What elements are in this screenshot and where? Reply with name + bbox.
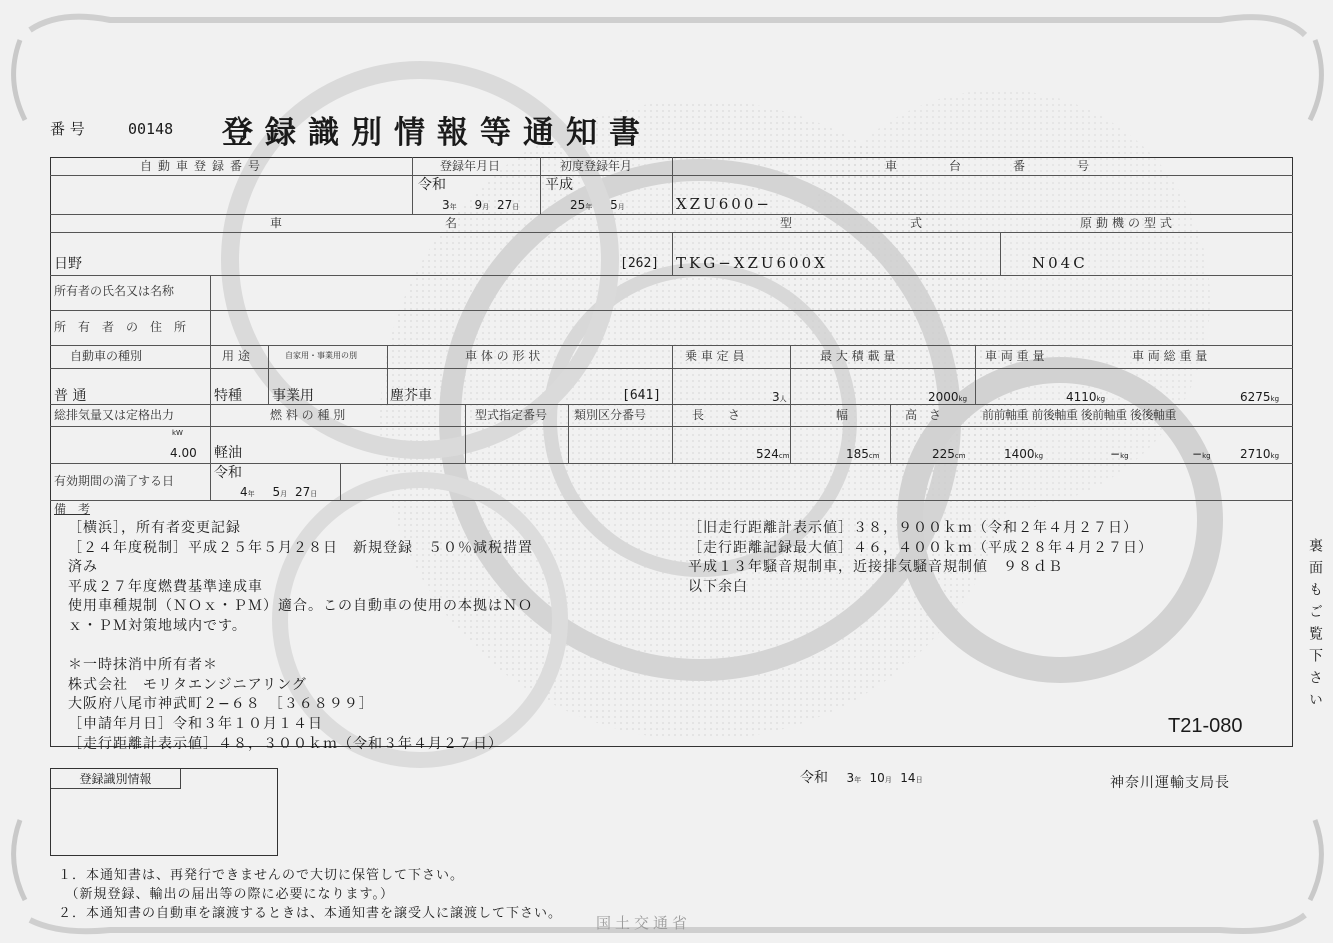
unit-day: 日 — [310, 490, 318, 498]
gross-value — [1240, 391, 1279, 403]
vehicle-kind-value: 普 通 — [54, 388, 87, 404]
length-unit: cm — [778, 452, 790, 460]
vehicle-kind-label: 自動車の種別 — [70, 349, 143, 363]
fuel-label: 燃 料 の 種 別 — [270, 408, 346, 422]
axle4-value — [1240, 448, 1279, 460]
use-value: 特種 — [214, 388, 242, 404]
first-reg-date — [570, 199, 625, 211]
rule — [1000, 232, 1001, 275]
registration-info-label: 登録識別情報 — [51, 769, 181, 789]
expiry-date — [240, 486, 317, 498]
capacity-value — [772, 391, 787, 403]
footer-note-line: ２．本通知書の自動車を譲渡するときは、本通知書を譲受人に譲渡して下さい。 — [58, 906, 563, 921]
footer-notes — [58, 866, 562, 923]
axle2-value — [1110, 448, 1129, 460]
issuer: 神奈川運輸支局長 — [1110, 775, 1230, 791]
engine-label: 原動機の型式 — [1080, 216, 1177, 230]
side-note-text: 裏面もご覧下さい — [1307, 538, 1323, 714]
load-number: 2000 — [928, 390, 959, 404]
owner-address-label: 所 有 者 の 住 所 — [54, 320, 187, 334]
fuel-value: 軽油 — [214, 445, 242, 461]
rule — [50, 275, 1293, 276]
chassis-label: 車 台 番 号 — [885, 159, 1110, 173]
issue-day: 14 — [900, 771, 916, 785]
issue-era: 令和 — [800, 770, 828, 786]
private-label: 自家用・事業用の別 — [285, 351, 357, 360]
rule — [568, 404, 569, 463]
axle3-unit: kg — [1202, 452, 1211, 460]
remark-line: ［２４年度税制］平成２５年５月２８日 新規登録 ５０％減税措置 — [68, 539, 533, 556]
type-spec-label: 型式指定番号 — [475, 408, 548, 422]
remark-line: ［走行距離記録最大値］４６，４００ｋｍ（平成２８年４月２７日） — [688, 539, 1153, 556]
reg-date — [442, 199, 519, 211]
use-label: 用 途 — [222, 349, 250, 363]
remark-line: 以下余白 — [688, 578, 748, 595]
remark-line: 平成１３年騒音規制車，近接排気騒音規制値 ９８ｄＢ — [688, 559, 1063, 576]
remark-line: 平成２７年度燃費基準達成車 — [68, 578, 263, 595]
expiry-label: 有効期間の満了する日 — [54, 474, 175, 488]
remark-line: 使用車種規制（ＮＯｘ・ＰＭ）適合。この自動車の使用の本拠はＮＯ — [68, 598, 533, 615]
gross-number: 6275 — [1240, 390, 1271, 404]
rule — [210, 275, 211, 345]
remark-line: ［旧走行距離計表示値］３８，９００ｋｍ（令和２年４月２７日） — [688, 520, 1138, 536]
number-value: 00148 — [128, 120, 174, 138]
rule — [50, 214, 1293, 215]
width-value — [846, 448, 880, 460]
load-label: 最 大 積 載 量 — [820, 349, 896, 363]
make-label: 車 — [270, 216, 283, 230]
remark-line: 株式会社 モリタエンジニアリング — [68, 676, 307, 693]
capacity-label: 乗 車 定 員 — [685, 349, 745, 363]
height-value — [932, 448, 966, 460]
expiry-era: 令和 — [214, 465, 242, 481]
axle4-number: 2710 — [1240, 447, 1271, 461]
remark-line: 済み — [68, 559, 98, 576]
length-number: 524 — [756, 447, 779, 461]
remarks-left — [68, 519, 533, 754]
load-unit: kg — [958, 395, 968, 403]
reg-month: 9 — [474, 198, 483, 212]
displacement-value: 4.00 — [170, 446, 197, 460]
axle-weight-label: 前前軸重 前後軸重 後前軸重 後後軸重 — [982, 408, 1176, 422]
unit-year: 年 — [854, 776, 862, 784]
engine-value: N04C — [1032, 254, 1088, 272]
remarks-right — [688, 519, 1153, 597]
make-code: [262] — [620, 256, 660, 271]
axle2-number: − — [1110, 447, 1121, 461]
page-title: 登録識別情報等通知書 — [222, 115, 652, 151]
length-label: 長 さ — [692, 408, 741, 422]
width-unit: cm — [868, 452, 880, 460]
reg-era: 令和 — [418, 177, 446, 193]
expiry-day: 27 — [294, 485, 311, 499]
remark-line: ［横浜］，所有者変更記録 — [68, 520, 241, 536]
remark-line: 大阪府八尾市神武町２−６８ ［３６８９９］ — [68, 696, 374, 713]
rule — [210, 345, 211, 500]
rule — [412, 157, 413, 214]
rule — [540, 157, 541, 214]
remark-line: ＊一時抹消中所有者＊ — [68, 657, 218, 674]
unit-year: 年 — [585, 203, 593, 211]
first-reg-era: 平成 — [545, 177, 573, 193]
model-value: TKG−XZU600X — [676, 254, 828, 272]
first-reg-year: 25 — [570, 198, 586, 212]
side-note — [1303, 538, 1321, 722]
body-value: 塵芥車 — [390, 388, 432, 404]
axle3-number: − — [1192, 447, 1203, 461]
remark-line: ｘ・ＰＭ対策地域内です。 — [68, 617, 247, 634]
rule — [268, 345, 269, 404]
stamp-code: T21-080 — [1168, 715, 1243, 737]
unit-year: 年 — [247, 490, 255, 498]
rule — [465, 404, 466, 463]
body-code: [641] — [622, 388, 662, 403]
remark-line: ［申請年月日］令和３年１０月１４日 — [68, 715, 323, 732]
footer-note-line: （新規登録、輸出の届出等の際に必要になります。） — [58, 887, 394, 902]
first-reg-month: 5 — [610, 198, 618, 212]
registration-info-box — [50, 768, 278, 856]
private-value: 事業用 — [272, 388, 314, 404]
expiry-month: 5 — [272, 485, 281, 499]
class-number-label: 類別区分番号 — [574, 408, 647, 422]
expiry-year: 4 — [240, 485, 248, 499]
rule — [672, 232, 673, 275]
load-value — [928, 391, 967, 403]
weight-number: 4110 — [1066, 390, 1097, 404]
unit-month: 月 — [280, 490, 288, 498]
footer-note-line: １．本通知書は、再発行できませんので大切に保管して下さい。 — [58, 868, 465, 883]
unit-year: 年 — [449, 203, 457, 211]
make-value: 日野 — [54, 256, 82, 272]
issue-date — [800, 771, 923, 785]
weight-value — [1066, 391, 1105, 403]
height-unit: cm — [954, 452, 966, 460]
axle1-number: 1400 — [1004, 447, 1035, 461]
issue-year: 3 — [846, 771, 855, 785]
axle4-unit: kg — [1270, 452, 1280, 460]
unit-month: 月 — [482, 203, 490, 211]
weight-unit: kg — [1096, 395, 1106, 403]
issue-month: 10 — [869, 771, 885, 785]
first-reg-label: 初度登録年月 — [560, 159, 633, 173]
width-label: 幅 — [836, 408, 849, 422]
height-number: 225 — [932, 447, 955, 461]
height-label: 高 さ — [905, 408, 942, 422]
displacement-unit: kW — [172, 429, 183, 437]
model-label: 型 — [780, 216, 793, 230]
gross-label: 車 両 総 重 量 — [1132, 349, 1208, 363]
rule — [790, 345, 791, 463]
unit-month: 月 — [884, 776, 892, 784]
unit-day: 日 — [915, 776, 923, 784]
ministry-seal-text: 国土交通省 — [596, 914, 692, 932]
reg-day: 27 — [496, 198, 513, 212]
rule — [50, 463, 1293, 464]
reg-number-label: 自動車登録番号 — [140, 159, 267, 173]
capacity-number: 3 — [772, 390, 780, 404]
remark-line — [68, 637, 533, 657]
capacity-unit: 人 — [779, 395, 787, 403]
weight-label: 車 両 重 量 — [985, 349, 1045, 363]
length-value — [756, 448, 790, 460]
reg-year: 3 — [442, 198, 450, 212]
width-number: 185 — [846, 447, 869, 461]
rule — [387, 345, 388, 404]
name-label: 名 — [445, 216, 458, 230]
rule — [50, 500, 1293, 501]
reg-date-label: 登録年月日 — [440, 159, 501, 173]
rule — [672, 157, 673, 214]
style-label: 式 — [910, 216, 923, 230]
chassis-value: XZU600− — [676, 195, 772, 213]
axle1-value — [1004, 448, 1043, 460]
owner-name-label: 所有者の氏名又は名称 — [54, 284, 175, 298]
axle3-value — [1192, 448, 1211, 460]
rule — [340, 463, 341, 500]
axle1-unit: kg — [1034, 452, 1044, 460]
axle2-unit: kg — [1120, 452, 1129, 460]
gross-unit: kg — [1270, 395, 1280, 403]
rule — [672, 345, 673, 463]
unit-day: 日 — [512, 203, 520, 211]
unit-month: 月 — [617, 203, 625, 211]
displacement-label: 総排気量又は定格出力 — [54, 408, 175, 422]
remarks-label: 備 考 — [54, 502, 91, 516]
rule — [890, 404, 891, 463]
rule — [50, 310, 1293, 311]
rule — [975, 345, 976, 404]
number-label: 番 号 — [50, 120, 85, 138]
body-label: 車 体 の 形 状 — [465, 349, 541, 363]
remark-line: ［走行距離計表示値］４８，３００ｋｍ（令和３年４月２７日） — [68, 735, 503, 752]
